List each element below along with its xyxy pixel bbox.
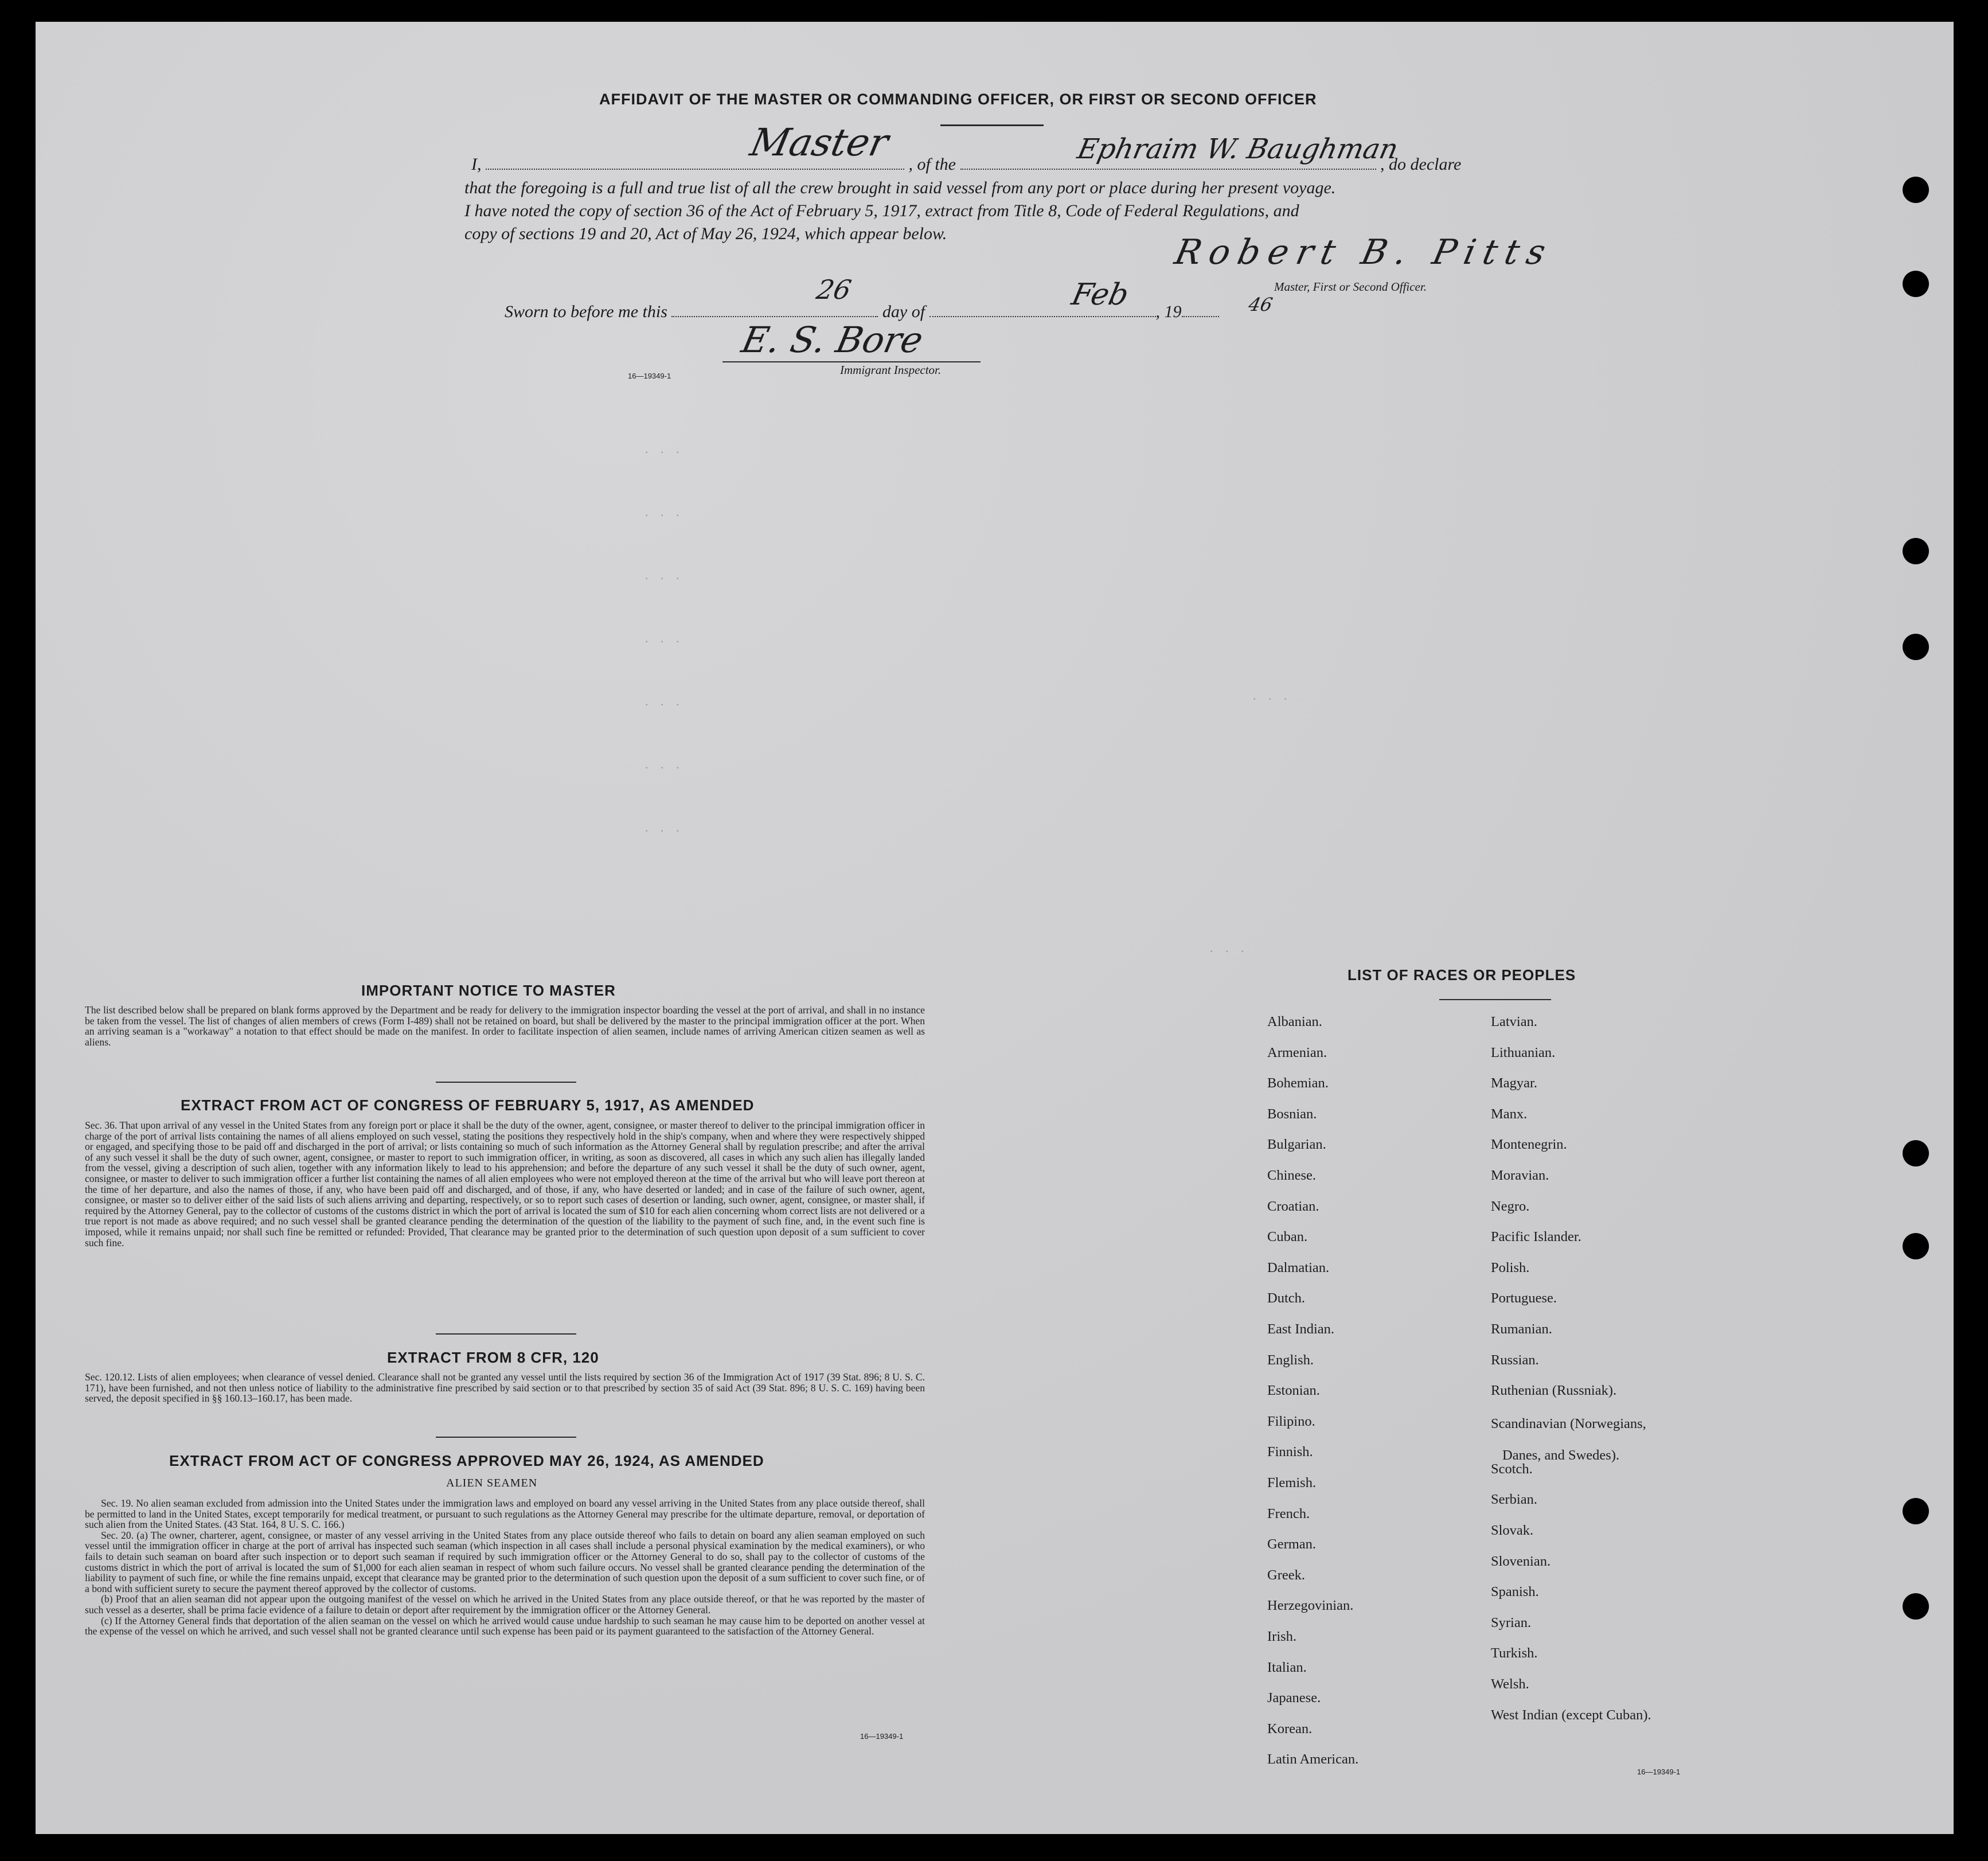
position-handwriting: Master bbox=[746, 120, 893, 165]
bleed-through-mark: . . . bbox=[645, 757, 684, 771]
race-item: Negro. bbox=[1491, 1198, 1530, 1214]
race-item: Cuban. bbox=[1267, 1229, 1308, 1245]
race-item: Moravian. bbox=[1491, 1168, 1549, 1183]
notice-body: The list described below shall be prepared on blank forms approved by the Department and be ready for delivery to the immigration inspector boarding the vessel at the port of arrival, and shall in no instance be taken from the vessel. The list of changes of alien members of crews (Form I-489) shall not be retained on board, but shall be delivered by the master to the principal immigration officer at the port. When an arriving seaman is a "workaway" a notation to that effect should be made on the manifest. In order to facilitate inspection of alien seamen, include names of arriving American citizen seamen as well as aliens. bbox=[85, 1004, 925, 1048]
vessel-handwriting: Ephraim W. Baughman bbox=[1075, 133, 1401, 165]
race-item: Filipino. bbox=[1267, 1413, 1315, 1429]
bleed-through-mark: . . . bbox=[1253, 688, 1292, 703]
binder-hole bbox=[1903, 177, 1929, 203]
sworn-month-field bbox=[929, 316, 1156, 317]
race-item: Polish. bbox=[1491, 1259, 1530, 1275]
race-item: Manx. bbox=[1491, 1106, 1528, 1122]
race-item: Slovak. bbox=[1491, 1523, 1534, 1539]
race-item: Finnish. bbox=[1267, 1444, 1313, 1460]
extract-1917-title: EXTRACT FROM ACT OF CONGRESS OF FEBRUARY 5, 1917, AS AMENDED bbox=[181, 1097, 755, 1114]
position-field bbox=[486, 169, 904, 170]
declaration-prefix: I, bbox=[471, 155, 482, 174]
notice-title: IMPORTANT NOTICE TO MASTER bbox=[361, 982, 616, 999]
race-item: Dutch. bbox=[1267, 1290, 1305, 1306]
bleed-through-mark: . . . bbox=[645, 694, 684, 708]
sworn-mid: day of bbox=[882, 302, 925, 321]
race-item: Montenegrin. bbox=[1491, 1137, 1567, 1153]
sworn-year-prefix: , 19 bbox=[1155, 302, 1182, 321]
race-item: Armenian. bbox=[1267, 1044, 1327, 1060]
section-19: Sec. 19. No alien seaman excluded from admission into the United States under the immigration laws and employed on board any vessel arriving in the United States from any place outside thereof, shall be permitted to land in the United States, except temporarily for medical treatment, or pursuant to such regulations as the Attorney General may prescribe for the ultimate departure, removal, or deportation of such alien from the United States. (43 Stat. 164, 8 U. S. C. 166.) bbox=[85, 1497, 925, 1531]
race-item: Rumanian. bbox=[1491, 1321, 1552, 1337]
declaration-line-2: that the foregoing is a full and true list of all the crew brought in said vessel from any port or place during her present voyage. bbox=[464, 178, 1336, 197]
affidavit-title: AFFIDAVIT OF THE MASTER OR COMMANDING OFFICER, OR FIRST OR SECOND OFFICER bbox=[599, 91, 1317, 108]
extract-1924-title: EXTRACT FROM ACT OF CONGRESS APPROVED MAY 26, 1924, AS AMENDED bbox=[169, 1452, 764, 1469]
declaration-line-3: I have noted the copy of section 36 of the Act of February 5, 1917, extract from Title 8, Code of Federal Regulations, and bbox=[464, 201, 1299, 220]
race-item: Chinese. bbox=[1267, 1168, 1317, 1183]
race-item: Irish. bbox=[1267, 1629, 1297, 1644]
race-item: Albanian. bbox=[1267, 1014, 1322, 1029]
race-item: Japanese. bbox=[1267, 1690, 1321, 1706]
race-item: Bosnian. bbox=[1267, 1106, 1317, 1122]
race-item: Portuguese. bbox=[1491, 1290, 1557, 1306]
inspector-caption: Immigrant Inspector. bbox=[840, 363, 942, 377]
binder-hole bbox=[1903, 271, 1929, 297]
race-item: Russian. bbox=[1491, 1352, 1539, 1368]
race-item: English. bbox=[1267, 1352, 1314, 1368]
sworn-prefix: Sworn to before me this bbox=[505, 302, 667, 321]
vessel-field bbox=[960, 169, 1376, 170]
race-item: Welsh. bbox=[1491, 1676, 1529, 1692]
officer-signature-caption: Master, First or Second Officer. bbox=[1274, 280, 1427, 294]
race-item: Serbian. bbox=[1491, 1492, 1537, 1508]
race-item: Scotch. bbox=[1491, 1461, 1533, 1477]
race-item: Dalmatian. bbox=[1267, 1259, 1330, 1275]
race-item: Latvian. bbox=[1491, 1014, 1537, 1029]
race-item: Slovenian. bbox=[1491, 1553, 1551, 1569]
race-item: Korean. bbox=[1267, 1720, 1313, 1737]
race-item: Magyar. bbox=[1491, 1075, 1537, 1091]
declaration-mid: , of the bbox=[908, 155, 956, 174]
extract-1924-body bbox=[85, 1498, 925, 1637]
race-item: Bulgarian. bbox=[1267, 1137, 1326, 1153]
race-item: Bohemian. bbox=[1267, 1075, 1329, 1091]
bleed-through-mark: . . . bbox=[645, 631, 684, 645]
binder-hole bbox=[1903, 1593, 1929, 1620]
binder-hole bbox=[1903, 1140, 1929, 1166]
race-item: Syrian. bbox=[1491, 1614, 1532, 1630]
officer-signature: Robert B. Pitts bbox=[1171, 232, 1557, 272]
race-item: East Indian. bbox=[1267, 1321, 1335, 1337]
inspector-signature-line bbox=[722, 361, 981, 362]
section-20b: (b) Proof that an alien seaman did not appear upon the outgoing manifest of the vessel on which he arrived in the United States from any place outside thereof, or that he was reported by the master of such vessel as a deserter, shall be prima facie evidence of a failure to detain or deport after requirement by the immigration officer or the Attorney General. bbox=[85, 1593, 925, 1616]
race-item: West Indian (except Cuban). bbox=[1491, 1707, 1651, 1723]
section-20c: (c) If the Attorney General finds that deportation of the alien seaman on the vessel on which he arrived would cause undue hardship to such seaman he may cause him to be deported on another vessel at the expense of the vessel on which he arrived, and such vessel shall not be granted clearance until such expense has been paid or its payment guaranteed to the satisfaction of the Attorney General. bbox=[85, 1614, 925, 1637]
binder-hole bbox=[1903, 1498, 1929, 1524]
form-number: 16—19349-1 bbox=[1637, 1768, 1681, 1776]
race-item: Flemish. bbox=[1267, 1475, 1317, 1491]
form-number: 16—19349-1 bbox=[628, 372, 671, 380]
divider bbox=[436, 1437, 576, 1438]
race-item: French. bbox=[1267, 1505, 1310, 1521]
extract-1924-subtitle: ALIEN SEAMEN bbox=[446, 1477, 538, 1489]
extract-cfr-body: Sec. 120.12. Lists of alien employees; when clearance of vessel denied. Clearance shall not be granted any vessel until the lists required by section 36 of the Immigration Act of 1917 (39 Stat. 896; 8 U. S. C. 171), have been furnished, and not then unless notice of liability to the administrative fine prescribed by said section or to that prescribed by section 35 of said Act (39 Stat. 896; 8 U. S. C. 169) having been served, the deposit specified in §§ 160.13–160.17, has been made. bbox=[85, 1371, 925, 1404]
races-title: LIST OF RACES OR PEOPLES bbox=[1348, 966, 1576, 984]
race-item: Herzegovinian. bbox=[1267, 1598, 1354, 1614]
race-item: Danes, and Swedes). bbox=[1502, 1448, 1620, 1464]
race-item: Italian. bbox=[1267, 1659, 1307, 1675]
extract-1917-body: Sec. 36. That upon arrival of any vessel in the United States from any foreign port or place it shall be the duty of the owner, agent, consignee, or master thereof to deliver to the principal immigration officer in charge of the port of arrival lists containing the names of all aliens employed on such vessel, stating the positions they respectively hold in the ship's company, when and where they were respectively shipped or engaged, and specifying those to be paid off and discharged in the port of arrival; or lists containing so much of such information as the Attorney General shall by regulation prescribe; and after the arrival of any such vessel it shall be the duty of such owner, agent, consignee, or master to report to such immigration officer, in writing, as soon as discovered, all cases in which any such alien has illegally landed from the vessel, giving a description of such alien, together with any information likely to lead to his apprehension; and before the departure of any such vessel it shall be the duty of such owner, agent, consignee, or master to deliver to such immigration officer a further list containing the names of all alien employees who were not employed thereon at the time of the arrival but who will leave port thereon at the time of her departure, and also the names of those, if any, who have been paid off and discharged, and of those, if any, who have deserted or landed; and in case of the failure of such owner, agent, consignee, or master so to deliver either of the said lists of such aliens arriving and departing, respectively, or so to report such cases of desertion or landing, such owner, agent, consignee, or master shall, if required by the Attorney General, pay to the collector of customs of the customs district in which the port of arrival is located the sum of $10 for each alien concerning whom correct lists are not delivered or a true report is not made as above required; and no such vessel shall be granted clearance pending the determination of the question of the liability to the payment of such fine, and, in the event such fine is imposed, while it remains unpaid; nor shall such fine be remitted or refunded: Provided, That clearance may be granted prior to the determination of such question upon deposit of a sum sufficient to cover such fine. bbox=[85, 1119, 925, 1249]
declaration-suffix: , do declare bbox=[1380, 155, 1462, 174]
divider bbox=[1439, 999, 1551, 1000]
bleed-through-mark: . . . bbox=[1210, 941, 1249, 955]
bleed-through-mark: . . . bbox=[645, 442, 684, 456]
bleed-through-mark: . . . bbox=[645, 505, 684, 519]
race-item: Pacific Islander. bbox=[1491, 1229, 1581, 1245]
sworn-year-field bbox=[1182, 316, 1219, 317]
sworn-day-field bbox=[671, 316, 878, 317]
bleed-through-mark: . . . bbox=[645, 568, 684, 582]
section-20a: Sec. 20. (a) The owner, charterer, agent, consignee, or master of any vessel arriving in the United States from any place outside thereof who fails to detain on board any alien seaman employed on such vessel until the immigration officer in charge at the port of arrival has inspected such seaman (which inspection in all cases shall include a personal physical examination by the medical examiners), or who fails to detain such seaman on board after such inspection or to deport such seaman if required by such immigration officer or the Attorney General to do so, shall pay to the collector of customs of the customs district in which the port of arrival is located the sum of $1,000 for each alien seaman in respect of whom such failure occurs. No vessel shall be granted clearance pending the determination of the liability to payment of such fine, or while the fine remains unpaid, except that clearance may be granted prior to the determination of such question upon the deposit of a sum sufficient to cover such fine, or of a bond with sufficient surety to secure the payment thereof approved by the collector of customs. bbox=[85, 1529, 925, 1594]
race-item: Spanish. bbox=[1491, 1584, 1539, 1600]
binder-hole bbox=[1903, 538, 1929, 564]
race-item: Turkish. bbox=[1491, 1645, 1538, 1661]
inspector-signature: E. S. Bore bbox=[738, 319, 927, 361]
binder-hole bbox=[1903, 1233, 1929, 1259]
sworn-month-handwriting: Feb bbox=[1068, 278, 1132, 312]
race-item: German. bbox=[1267, 1536, 1317, 1552]
divider bbox=[436, 1333, 576, 1335]
divider bbox=[436, 1082, 576, 1083]
race-item: Latin American. bbox=[1267, 1751, 1359, 1768]
race-item: Estonian. bbox=[1267, 1383, 1320, 1399]
extract-cfr-title: EXTRACT FROM 8 CFR, 120 bbox=[387, 1349, 599, 1366]
race-item: Lithuanian. bbox=[1491, 1044, 1556, 1060]
declaration-line-4: copy of sections 19 and 20, Act of May 26, 1924, which appear below. bbox=[464, 224, 947, 243]
race-item: Ruthenian (Russniak). bbox=[1491, 1383, 1617, 1399]
sworn-day-handwriting: 26 bbox=[814, 274, 854, 305]
form-number: 16—19349-1 bbox=[860, 1732, 904, 1741]
race-item: Scandinavian (Norwegians, bbox=[1491, 1415, 1646, 1431]
race-item: Greek. bbox=[1267, 1567, 1305, 1583]
sworn-year-handwriting: 46 bbox=[1246, 294, 1275, 315]
binder-hole bbox=[1903, 634, 1929, 660]
divider bbox=[940, 124, 1044, 126]
bleed-through-mark: . . . bbox=[645, 820, 684, 834]
race-item: Croatian. bbox=[1267, 1198, 1319, 1214]
